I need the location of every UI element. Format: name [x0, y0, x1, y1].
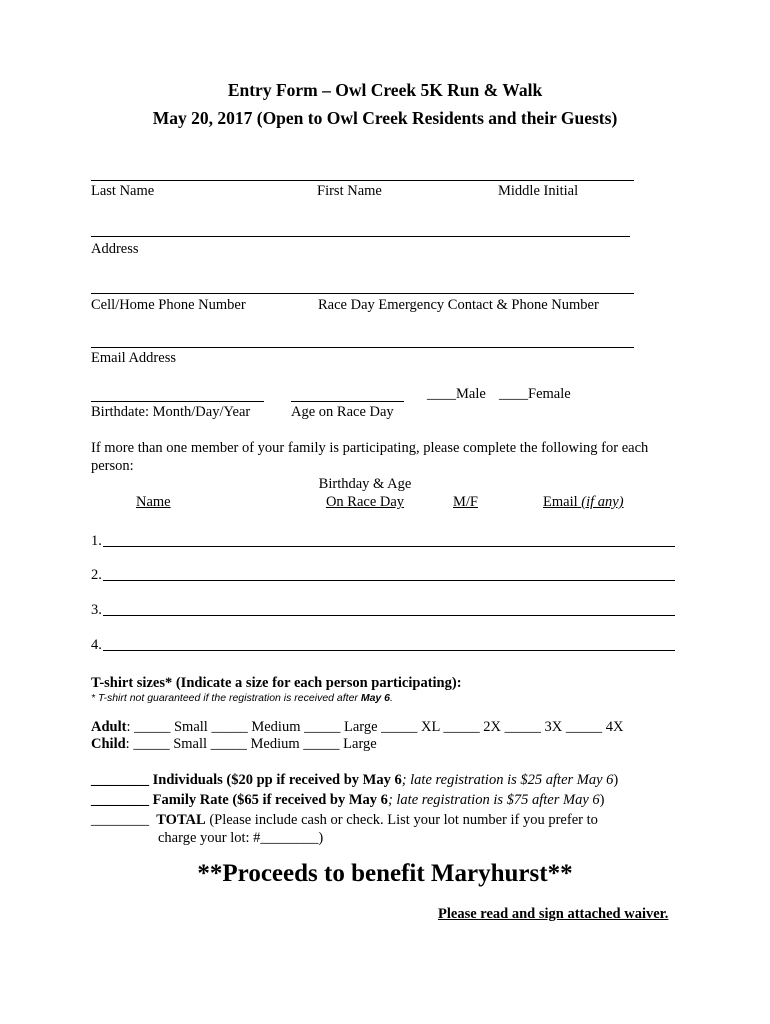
col-header-email: Email (if any)	[543, 494, 624, 510]
age-input-line[interactable]	[291, 401, 404, 402]
email-input-line[interactable]	[91, 347, 634, 348]
last-name-label: Last Name	[91, 183, 155, 199]
family-row-number: 4.	[91, 637, 102, 653]
family-fee-line[interactable]: ________ Family Rate ($65 if received by May 6; late registration is $75 after May 6)	[91, 792, 605, 808]
family-row-number: 3.	[91, 602, 102, 618]
email-label: Email Address	[91, 350, 176, 366]
address-label: Address	[91, 241, 139, 257]
phone-label: Cell/Home Phone Number	[91, 297, 246, 313]
phone-input-line[interactable]	[91, 293, 634, 294]
emergency-contact-label: Race Day Emergency Contact & Phone Number	[318, 297, 599, 313]
first-name-label: First Name	[317, 183, 382, 199]
birthdate-label: Birthdate: Month/Day/Year	[91, 404, 251, 420]
age-label: Age on Race Day	[291, 404, 394, 420]
tshirt-heading: T-shirt sizes* (Indicate a size for each person participating):	[91, 675, 462, 691]
family-row-line[interactable]	[103, 546, 675, 547]
address-input-line[interactable]	[91, 236, 630, 237]
col-header-birthday: Birthday & Age	[318, 476, 412, 492]
family-instruction-cont: person:	[91, 458, 134, 474]
tshirt-note: * T-shirt not guaranteed if the registration is received after May 6.	[91, 692, 393, 704]
family-row-line[interactable]	[103, 615, 675, 616]
family-row-line[interactable]	[103, 650, 675, 651]
form-title: Entry Form – Owl Creek 5K Run & Walk	[227, 80, 543, 100]
individual-fee-line[interactable]: ________ Individuals ($20 pp if received by May 6; late registration is $25 after May 6)	[91, 772, 619, 788]
middle-initial-label: Middle Initial	[498, 183, 579, 199]
name-input-line[interactable]	[91, 180, 634, 181]
proceeds-banner: **Proceeds to benefit Maryhurst**	[197, 860, 573, 887]
form-subtitle: May 20, 2017 (Open to Owl Creek Residents and their Guests)	[152, 108, 618, 128]
family-row-number: 2.	[91, 567, 102, 583]
family-row-line[interactable]	[103, 580, 675, 581]
child-sizes-row[interactable]: Child: _____ Small _____ Medium _____ Large	[91, 736, 377, 752]
col-header-name: Name	[136, 494, 171, 510]
female-option[interactable]: ____Female	[499, 386, 571, 402]
total-fee-line[interactable]: ________ TOTAL (Please include cash or check. List your lot number if you prefer to	[91, 812, 598, 828]
adult-sizes-row[interactable]: Adult: _____ Small _____ Medium _____ Large _____ XL _____ 2X _____ 3X _____ 4X	[91, 719, 624, 735]
family-instruction: If more than one member of your family is participating, please complete the following for each	[91, 440, 649, 456]
col-header-race-day: On Race Day	[325, 494, 405, 510]
birthdate-input-line[interactable]	[91, 401, 264, 402]
male-option[interactable]: ____Male	[427, 386, 486, 402]
total-fee-line-cont: charge your lot: #________)	[158, 830, 324, 846]
family-row-number: 1.	[91, 533, 102, 549]
waiver-notice: Please read and sign attached waiver.	[438, 906, 669, 922]
col-header-mf: M/F	[453, 494, 478, 510]
